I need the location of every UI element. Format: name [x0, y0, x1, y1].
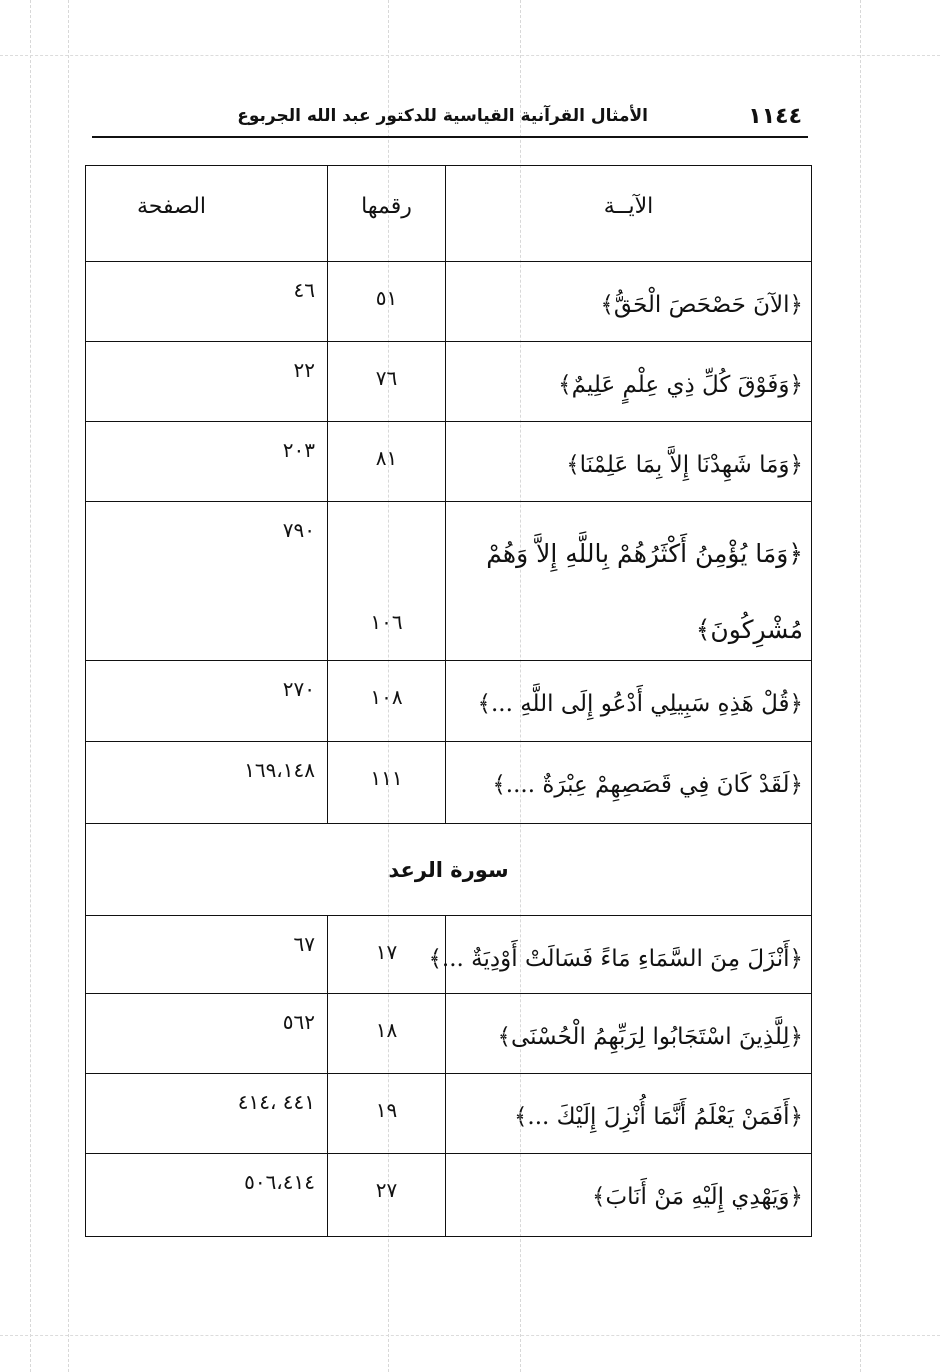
- page-cell: [86, 1154, 327, 1236]
- ayah-number: ١١١: [370, 766, 403, 790]
- number-cell: [327, 742, 445, 823]
- header-page-cell: [86, 166, 327, 261]
- header-ayah-cell: [445, 166, 811, 261]
- page-header: [92, 98, 808, 138]
- surah-section-row: [86, 824, 811, 916]
- number-cell: [327, 502, 445, 660]
- page-ref: ٤٦: [293, 278, 315, 302]
- number-cell: [327, 1154, 445, 1236]
- table-row: [86, 742, 811, 824]
- number-cell: [327, 1074, 445, 1153]
- ayah-text: ﴿وَفَوْقَ كُلِّ ذِي عِلْمٍ عَلِيمٌ﴾: [558, 372, 803, 398]
- page-cell: [86, 262, 327, 341]
- page-number: ١١٤٤: [748, 104, 802, 129]
- page-ref: ٢٠٣: [282, 438, 315, 462]
- table-row: [86, 994, 811, 1074]
- page-cell: [86, 661, 327, 741]
- table-header-row: [86, 166, 811, 262]
- ayah-number: ٨١: [375, 446, 398, 470]
- column-header-page: الصفحة: [136, 194, 207, 219]
- ayah-text: ﴿وَمَا يُؤْمِنُ أَكْثَرُهُمْ بِاللَّهِ إِلاَّ وَهُمْ مُشْرِكُونَ﴾: [486, 539, 803, 644]
- table-row: [86, 661, 811, 742]
- ayah-cell: [445, 502, 811, 660]
- column-header-ayah: الآيــة: [603, 194, 654, 219]
- ayah-text: ﴿أَفَمَنْ يَعْلَمُ أَنَّمَا أُنْزِلَ إِلَيْكَ ...﴾: [513, 1104, 803, 1130]
- number-cell: [327, 994, 445, 1073]
- page-cell: [86, 502, 327, 660]
- scan-guide: [0, 1335, 940, 1336]
- page-cell: [86, 994, 327, 1073]
- ayah-number: ١٩: [375, 1098, 398, 1122]
- table-row: [86, 1154, 811, 1236]
- ayah-number: ١٨: [375, 1018, 398, 1042]
- surah-title: سورة الرعد: [388, 858, 509, 882]
- ayah-cell: [445, 262, 811, 341]
- page-ref: ١٦٩،١٤٨: [244, 758, 315, 782]
- table-row: [86, 342, 811, 422]
- table-row: [86, 422, 811, 502]
- scan-guide: [0, 55, 940, 56]
- page-cell: [86, 916, 327, 993]
- page-cell: [86, 422, 327, 501]
- table-row: [86, 1074, 811, 1154]
- number-cell: [327, 916, 445, 993]
- ayah-number: ١٠٦: [370, 610, 403, 634]
- ayah-cell: [445, 422, 811, 501]
- page-ref: ٥٠٦،٤١٤: [244, 1170, 315, 1194]
- index-table: [85, 165, 812, 1237]
- ayah-cell: [445, 994, 811, 1073]
- ayah-number: ١٠٨: [370, 685, 403, 709]
- number-cell: [327, 262, 445, 341]
- page-ref: ٦٧: [293, 932, 315, 956]
- page-cell: [86, 342, 327, 421]
- table-row: [86, 502, 811, 661]
- ayah-number: ١٧: [375, 940, 398, 964]
- number-cell: [327, 342, 445, 421]
- ayah-cell: [445, 661, 811, 741]
- ayah-cell: [445, 342, 811, 421]
- table-row: [86, 916, 811, 994]
- ayah-number: ٧٦: [375, 366, 398, 390]
- number-cell: [327, 422, 445, 501]
- table-row: [86, 262, 811, 342]
- ayah-text: ﴿لِلَّذِينَ اسْتَجَابُوا لِرَبِّهِمُ الْحُسْنَى﴾: [497, 1024, 803, 1050]
- column-header-number: رقمها: [361, 194, 412, 219]
- ayah-text: ﴿قُلْ هَذِهِ سَبِيلِي أَدْعُو إِلَى اللَّهِ ...﴾: [477, 691, 803, 717]
- ayah-cell: [428, 916, 811, 993]
- ayah-text: ﴿وَمَا شَهِدْنَا إِلاَّ بِمَا عَلِمْنَا﴾: [566, 452, 803, 478]
- ayah-text: ﴿لَقَدْ كَانَ فِي قَصَصِهِمْ عِبْرَةٌ ....﴾: [492, 772, 803, 798]
- running-title: الأمثال القرآنية القياسية للدكتور عبد الله الجربوع: [237, 106, 648, 126]
- ayah-number: ٥١: [375, 286, 398, 310]
- page-ref: ٥٦٢: [282, 1010, 315, 1034]
- page-ref: ٤٤١ ،٤١٤: [237, 1090, 315, 1114]
- page-ref: ٧٩٠: [282, 518, 315, 542]
- ayah-number: ٢٧: [375, 1178, 398, 1202]
- ayah-text: ﴿الآنَ حَصْحَصَ الْحَقُّ﴾: [600, 292, 803, 318]
- ayah-text: ﴿وَيَهْدِي إِلَيْهِ مَنْ أَنَابَ﴾: [591, 1184, 803, 1210]
- page-cell: [86, 742, 327, 823]
- ayah-cell: [445, 1074, 811, 1153]
- page-ref: ٢٧٠: [282, 677, 315, 701]
- page-ref: ٢٢: [293, 358, 315, 382]
- scan-guide: [68, 0, 69, 1372]
- scan-guide: [860, 0, 861, 1372]
- scan-guide: [30, 0, 31, 1372]
- ayah-text: ﴿أَنْزَلَ مِنَ السَّمَاءِ مَاءً فَسَالَتْ أَوْدِيَةٌ ...﴾: [428, 946, 803, 972]
- ayah-cell: [445, 742, 811, 823]
- number-cell: [327, 661, 445, 741]
- ayah-cell: [445, 1154, 811, 1236]
- page-cell: [86, 1074, 327, 1153]
- header-number-cell: [327, 166, 445, 261]
